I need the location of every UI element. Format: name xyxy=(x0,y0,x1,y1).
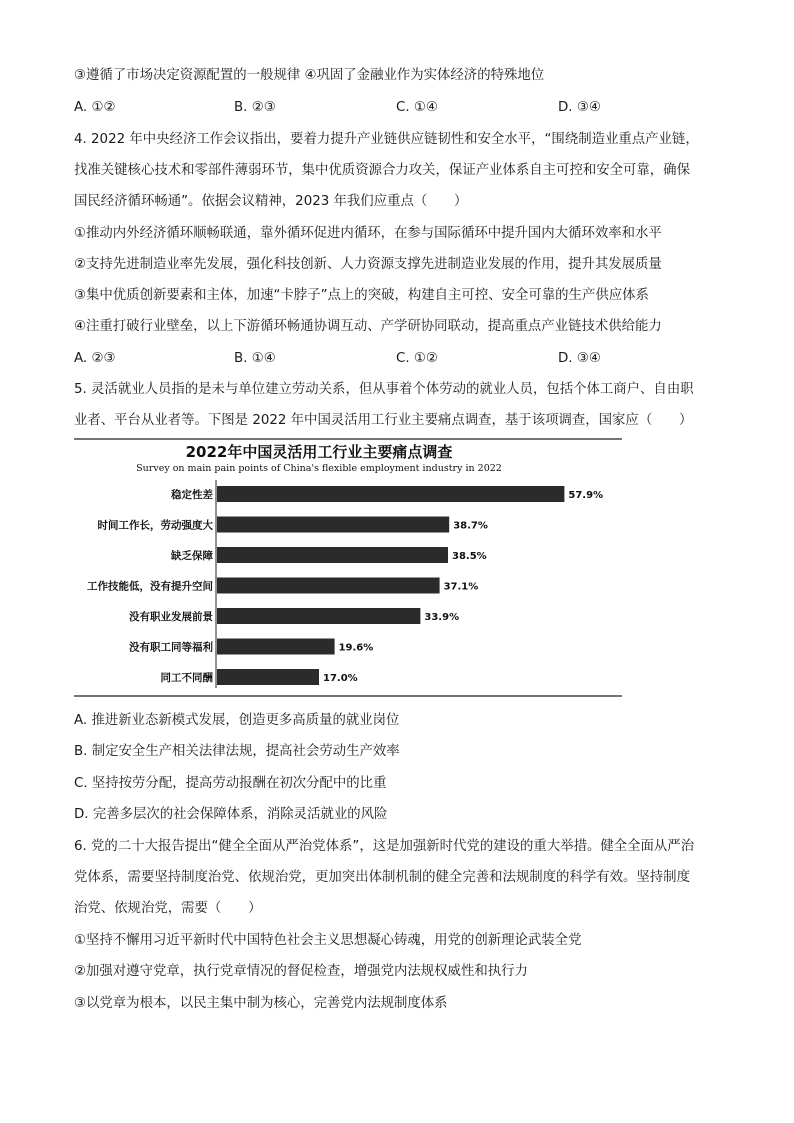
chart-svg xyxy=(74,438,622,698)
q4-option-c[interactable]: C. ①② xyxy=(396,351,438,366)
q4-option-a[interactable]: A. ②③ xyxy=(74,351,116,366)
q5-stem-line-2: 业者、平台从业者等。下图是 2022 年中国灵活用工行业主要痛点调查，基于该项调查，国家应（ ） xyxy=(74,413,693,428)
q4-options xyxy=(74,351,734,367)
q4-statement-1: ①推动内外经济循环顺畅联通，靠外循环促进内循环，在参与国际循环中提升国内大循环效率和水平 xyxy=(74,226,662,241)
q4-stem-line-1: 4. 2022 年中央经济工作会议指出，要着力提升产业链供应链韧性和安全水平，“围绕制造业重点产业链， xyxy=(74,132,699,147)
q3-statements: ③遵循了市场决定资源配置的一般规律 ④巩固了金融业作为实体经济的特殊地位 xyxy=(74,68,545,83)
q5-stem-line-1: 5. 灵活就业人员指的是未与单位建立劳动关系，但从事着个体劳动的就业人员，包括个体工商户、自由职 xyxy=(74,382,694,397)
q4-stem-line-3: 国民经济循环畅通”。依据会议精神，2023 年我们应重点（ ） xyxy=(74,194,468,209)
value-label: 19.6% xyxy=(338,642,374,654)
bar xyxy=(217,669,319,685)
q3-option-d[interactable]: D. ③④ xyxy=(558,100,601,115)
value-label: 37.1% xyxy=(443,581,479,593)
q6-statement-2: ②加强对遵守党章，执行党章情况的督促检查，增强党内法规权威性和执行力 xyxy=(74,964,528,979)
bar xyxy=(217,639,335,655)
chart-title: 2022年中国灵活用工行业主要痛点调查 xyxy=(185,443,453,461)
value-label: 38.7% xyxy=(453,520,488,532)
bar xyxy=(217,608,420,624)
category-label: 时间工作长，劳动强度大 xyxy=(97,519,213,532)
category-label: 没有职业发展前景 xyxy=(129,611,213,623)
bar xyxy=(217,578,440,594)
category-label: 同工不同酬 xyxy=(160,672,213,684)
value-label: 38.5% xyxy=(452,551,487,562)
q5-option-c[interactable]: C. 坚持按劳分配，提高劳动报酬在初次分配中的比重 xyxy=(74,776,387,791)
bar xyxy=(217,517,449,533)
q3-options xyxy=(74,100,734,116)
chart-subtitle: Survey on main pain points of China's flexible employment industry in 2022 xyxy=(136,463,502,474)
category-label: 工作技能低，没有提升空间 xyxy=(87,580,213,593)
q6-statement-3: ③以党章为根本，以民主集中制为核心，完善党内法规制度体系 xyxy=(74,996,448,1011)
q3-option-b[interactable]: B. ②③ xyxy=(234,100,276,115)
q3-option-a[interactable]: A. ①② xyxy=(74,100,116,115)
q4-option-d[interactable]: D. ③④ xyxy=(558,351,601,366)
bars-group xyxy=(87,486,603,685)
bar xyxy=(217,547,448,563)
q4-statement-4: ④注重打破行业壁垒，以上下游循环畅通协调互动、产学研协同联动，提高重点产业链技术供给能力 xyxy=(74,319,662,334)
value-label: 33.9% xyxy=(424,612,460,623)
q4-statement-3: ③集中优质创新要素和主体，加速“卡脖子”点上的突破，构建自主可控、安全可靠的生产供应体系 xyxy=(74,288,649,303)
bar xyxy=(217,486,564,502)
q6-stem-line-3: 治党、依规治党，需要（ ） xyxy=(74,901,262,916)
q4-stem-line-2: 找准关键核心技术和零部件薄弱环节，集中优质资源合力攻关，保证产业体系自主可控和安全可靠，确保 xyxy=(74,163,690,178)
category-label: 缺乏保障 xyxy=(171,550,213,562)
q6-statement-1: ①坚持不懈用习近平新时代中国特色社会主义思想凝心铸魂，用党的创新理论武装全党 xyxy=(74,933,582,948)
q3-option-c[interactable]: C. ①④ xyxy=(396,100,438,115)
category-label: 没有职工同等福利 xyxy=(129,641,213,654)
q4-statement-2: ②支持先进制造业率先发展，强化科技创新、人力资源支撑先进制造业发展的作用，提升其发展质量 xyxy=(74,257,662,272)
q6-stem-line-1: 6. 党的二十大报告提出“健全全面从严治党体系”，这是加强新时代党的建设的重大举措。健全全面从严治 xyxy=(74,839,695,854)
category-label: 稳定性差 xyxy=(171,489,213,501)
q5-option-d[interactable]: D. 完善多层次的社会保障体系，消除灵活就业的风险 xyxy=(74,807,388,822)
q5-option-b[interactable]: B. 制定安全生产相关法律法规，提高社会劳动生产效率 xyxy=(74,744,400,759)
value-label: 57.9% xyxy=(568,490,604,501)
q6-stem-line-2: 党体系，需要坚持制度治党、依规治党，更加突出体制机制的健全完善和法规制度的科学有效。坚持制度 xyxy=(74,870,690,885)
bar-chart xyxy=(74,438,622,698)
value-label: 17.0% xyxy=(323,673,358,684)
q5-option-a[interactable]: A. 推进新业态新模式发展，创造更多高质量的就业岗位 xyxy=(74,713,400,728)
q4-option-b[interactable]: B. ①④ xyxy=(234,351,276,366)
